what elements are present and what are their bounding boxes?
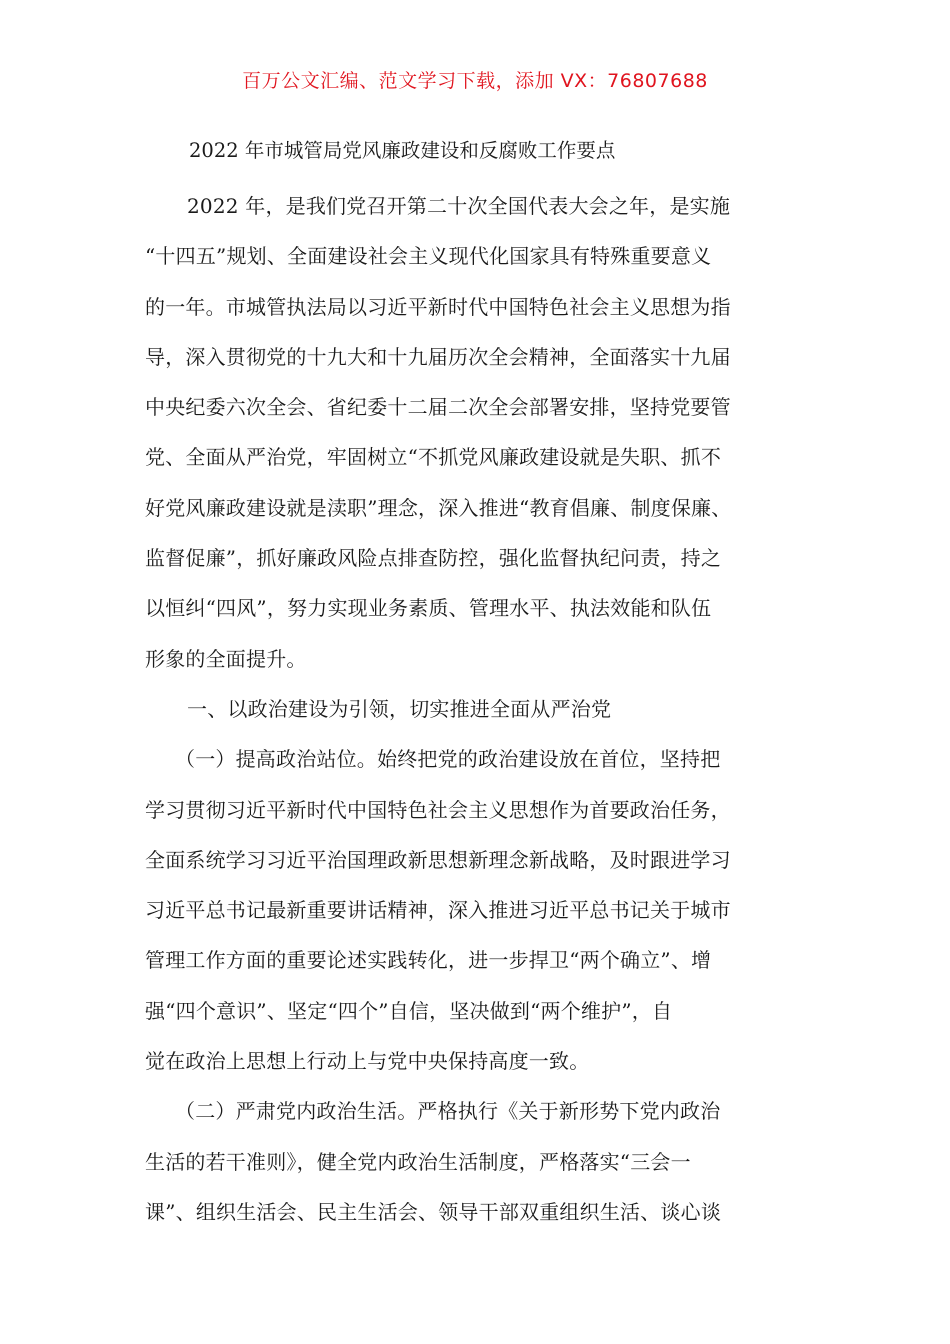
text-line: 强“四个意识”、坚定“四个”自信，坚决做到“两个维护”，自: [145, 998, 673, 1023]
text-line: 的一年。市城管执法局以习近平新时代中国特色社会主义思想为指: [145, 294, 731, 319]
paragraph-lines: [145, 181, 805, 1237]
text-line: 课”、组织生活会、民主生活会、领导干部双重组织生活、谈心谈: [145, 1199, 722, 1224]
watermark-header: 百万公文汇编、范文学习下载，添加 VX：76807688: [242, 70, 708, 92]
text-line: 中央纪委六次全会、省纪委十二届二次全会部署安排，坚持党要管: [145, 395, 731, 420]
document-body: [145, 131, 805, 1237]
text-line: 管理工作方面的重要论述实践转化，进一步捍卫“两个确立”、增: [145, 948, 712, 973]
text-line: 形象的全面提升。: [145, 646, 307, 671]
text-line: （一）提高政治站位。始终把党的政治建设放在首位，坚持把: [175, 747, 721, 772]
document-title: 2022 年市城管局党风廉政建设和反腐败工作要点: [189, 139, 616, 162]
section-heading: 一、以政治建设为引领，切实推进全面从严治党: [187, 696, 612, 721]
text-line: 2022 年，是我们党召开第二十次全国代表大会之年，是实施: [187, 194, 731, 218]
text-line: 学习贯彻习近平新时代中国特色社会主义思想作为首要政治任务，: [145, 797, 731, 822]
text-line: 觉在政治上思想上行动上与党中央保持高度一致。: [145, 1049, 590, 1074]
text-line: （二）严肃党内政治生活。严格执行《关于新形势下党内政治: [175, 1099, 721, 1124]
text-line: 好党风廉政建设就是渎职”理念，深入推进“教育倡廉、制度保廉、: [145, 495, 732, 520]
text-line: “十四五”规划、全面建设社会主义现代化国家具有特殊重要意义: [145, 244, 712, 269]
text-line: 导，深入贯彻党的十九大和十九届历次全会精神，全面落实十九届: [145, 344, 731, 369]
text-line: 全面系统学习习近平治国理政新思想新理念新战略，及时跟进学习: [145, 847, 731, 872]
text-line: 生活的若干准则》，健全党内政治生活制度，严格落实“三会一: [145, 1149, 691, 1174]
text-line: 习近平总书记最新重要讲话精神，深入推进习近平总书记关于城市: [145, 898, 731, 923]
text-line: 以恒纠“四风”，努力实现业务素质、管理水平、执法效能和队伍: [145, 596, 712, 621]
text-line: 监督促廉”，抓好廉政风险点排查防控，强化监督执纪问责，持之: [145, 546, 722, 571]
text-line: 党、全面从严治党，牢固树立“不抓党风廉政建设就是失职、抓不: [145, 445, 722, 470]
